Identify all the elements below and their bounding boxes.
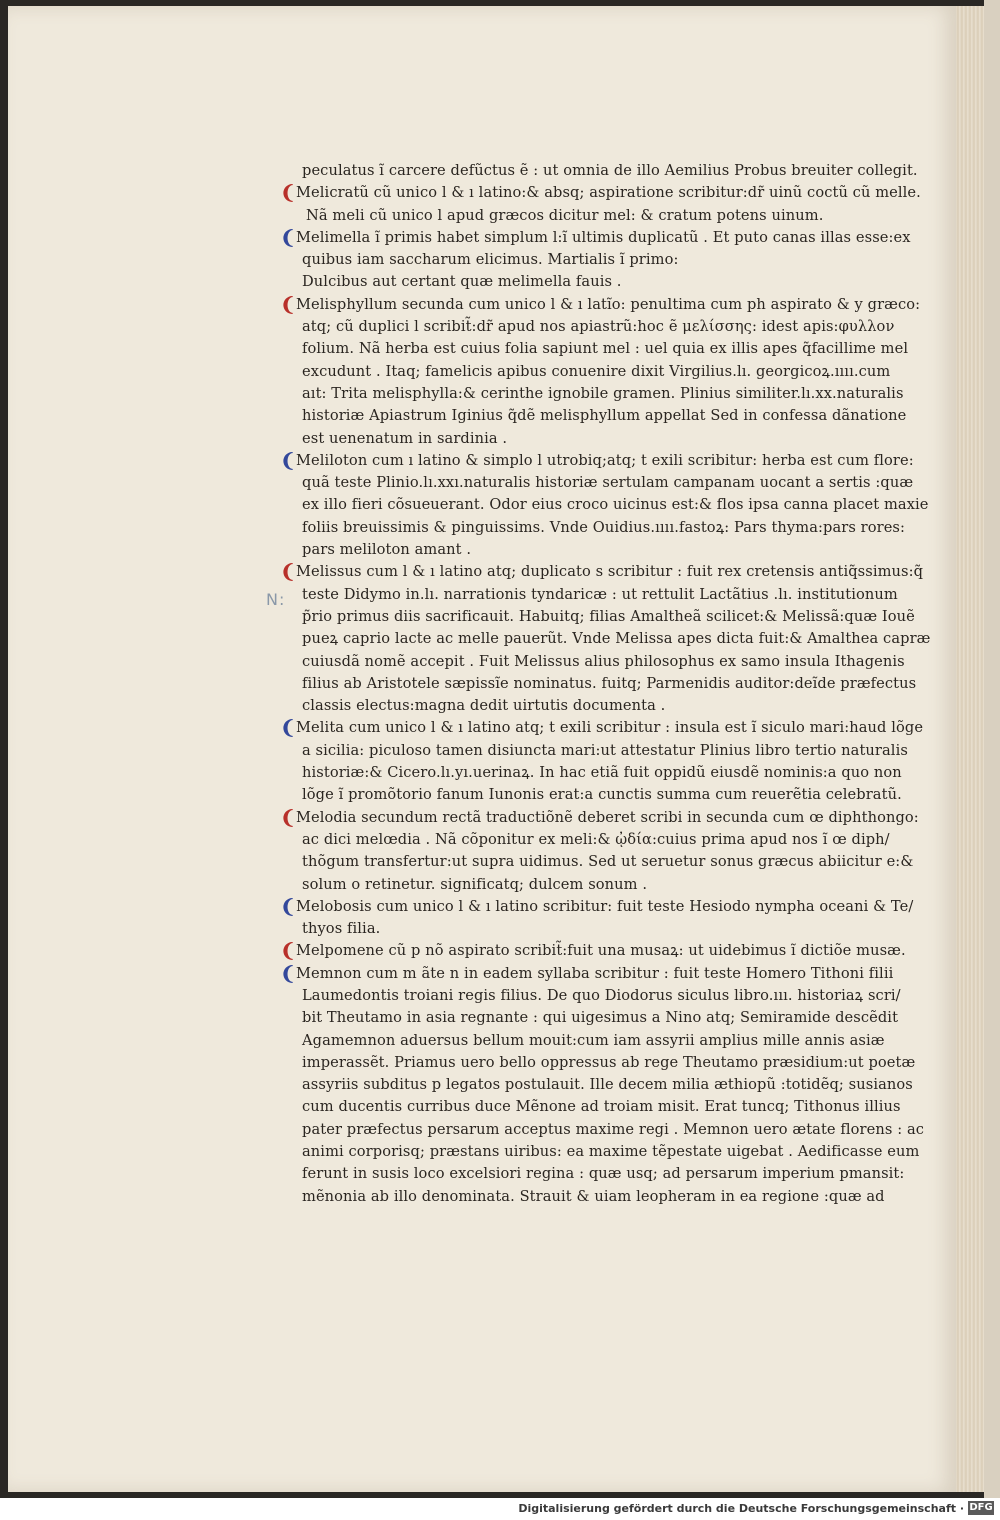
text-line — [280, 293, 921, 316]
paragraph-mark-icon: ❨ — [280, 182, 297, 205]
line-text: Laumedontis troiani regis filius. De quo Diodorus siculus libro.ııı. historiaꝝ scri/ — [302, 986, 901, 1004]
line-text: mẽnonia ab illo denominata. Strauit & uiam leopheram in ea regione :quæ ad — [302, 1187, 885, 1205]
text-line — [296, 918, 898, 940]
dfg-logo: DFG — [969, 1502, 993, 1513]
text-line — [296, 205, 898, 227]
text-line — [280, 940, 906, 963]
paragraph-mark-icon: ❨ — [280, 962, 297, 985]
line-text: cuiusdã nomẽ accepit . Fuit Melissus alius philosophus ex samo insula Ithagenis — [302, 652, 905, 670]
text-line — [296, 383, 904, 405]
line-text: Melpomene cũ p nõ aspirato scribit̃:fuit una musaꝝ: ut uidebimus ĩ dictiõe musæ. — [296, 942, 906, 960]
text-line — [296, 606, 915, 628]
text-line — [296, 1186, 898, 1208]
line-text: a sicilia: piculoso tamen disiuncta mari:ut attestatur Plinius libro tertio naturalis — [302, 741, 908, 759]
line-text: teste Didymo in.lı. narrationis tyndaricæ : ut rettulit Lactãtius .lı. institutionum — [302, 585, 898, 603]
line-text: Melimella ĩ primis habet simplum l:ĩ ultimis duplicatũ . Et puto canas illas esse:ex — [296, 228, 911, 246]
paragraph-mark-icon: ❨ — [280, 226, 297, 249]
line-text: aıt: Trita melisphylla:& cerinthe ignobile gramen. Plinius similiter.lı.xx.naturalis — [302, 384, 904, 402]
line-text: est uenenatum in sardinia . — [302, 429, 508, 447]
line-text: Agamemnon aduersus bellum mouit:cum iam assyrii amplius mille annis asiæ — [302, 1031, 885, 1049]
paragraph-mark-icon: ❨ — [280, 940, 297, 963]
line-text: quibus iam saccharum elicimus. Martialis ĩ primo: — [302, 251, 679, 269]
text-line — [296, 673, 917, 695]
line-text: thõgum transfertur:ut supra uidimus. Sed ut seruetur sonus græcus abiicitur e:& — [302, 853, 914, 871]
line-text: folium. Nã herba est cuius folia sapiunt mel : uel quia ex illis apes q̃facillime mel — [302, 340, 909, 358]
line-text: historiæ Apiastrum Iginius q̃dẽ melisphyllum appellat Sed in confessa dãnatione — [302, 407, 907, 425]
line-text: Nã meli cũ unico l apud græcos dicitur mel: & cratum potens uinum. — [306, 206, 824, 224]
text-line — [296, 784, 902, 806]
text-line — [296, 695, 898, 717]
text-line — [296, 1163, 905, 1185]
facing-page-edge — [984, 0, 1000, 1498]
text-line — [296, 851, 914, 873]
text-line — [296, 316, 898, 338]
text-line — [296, 740, 908, 762]
line-text: ferunt in susis loco excelsiori regina : quæ usq; ad persarum imperium pmansit: — [302, 1165, 905, 1183]
line-text: classis electus:magna dedit uirtutis documenta . — [302, 697, 666, 715]
line-text: atq; cũ duplici l scribit̃:dr̃ apud nos apiastrũ:hoc ẽ μελίσσης: idest apis:φυλλον — [302, 318, 895, 336]
text-line — [296, 829, 898, 851]
line-text: animi corporisq; præstans uiribus: ea maxime tẽpestate uigebat . Aedificasse eum — [302, 1143, 920, 1161]
text-line — [296, 405, 907, 427]
line-text: solum o retinetur. significatq; dulcem sonum . — [302, 875, 648, 893]
line-text: excudunt . Itaq; famelicis apibus conuenire dixit Virgilius.lı. georgicoꝝ.ıııı.cum — [302, 362, 891, 380]
text-line — [296, 874, 898, 896]
text-line — [296, 271, 898, 293]
text-line — [280, 717, 924, 740]
line-text: Melicratũ cũ unico l & ı latino:& absq; aspiratione scribitur:dr̃ uinũ coctũ cũ melle. — [296, 184, 921, 202]
line-text: Melisphyllum secunda cum unico l & ı latĩo: penultima cum ph aspirato & y græco: — [296, 295, 921, 313]
text-line — [296, 494, 929, 516]
line-text: peculatus ĩ carcere defũctus ẽ : ut omnia de illo Aemilius Probus breuiter collegit. — [302, 162, 918, 179]
line-text: p̃rio primus diis sacrificauit. Habuitq; filias Amaltheã scilicet:& Melissã:quæ Iouẽ — [302, 607, 915, 625]
line-text: thyos filia. — [302, 920, 381, 938]
line-text: cum ducentis curribus duce Mẽnone ad troiam misit. Erat tuncq; Tithonus illius — [302, 1098, 901, 1116]
line-text: Dulcibus aut certant quæ melimella fauis . — [302, 273, 622, 291]
line-text: ex illo fieri cõsueuerant. Odor eius croco uicinus est:& flos ipsa canna placet maxie — [302, 496, 929, 514]
line-text: ac dici melœdia . Nã cõponitur ex meli:& ᾠδία:cuius prima apud nos ĩ œ diph/ — [302, 830, 890, 848]
line-text: pater præfectus persarum acceptus maxime regi . Memnon uero ætate florens : ac — [302, 1120, 925, 1138]
text-line — [280, 561, 924, 584]
text-block — [280, 160, 931, 1208]
text-line — [296, 762, 902, 784]
footer — [0, 1498, 1000, 1520]
line-text: bit Theutamo in asia regnante : qui uigesimus a Nino atq; Semiramide descẽdit — [302, 1009, 899, 1027]
text-line — [296, 249, 898, 271]
text-line — [296, 338, 909, 360]
line-text: Melissus cum l & ı latino atq; duplicato s scribitur : fuit rex cretensis antiq̃ssimus:q̃ — [296, 563, 924, 581]
text-line — [296, 361, 898, 383]
line-text: quã teste Plinio.lı.xxı.naturalis historiæ sertulam campanam uocant a sertis :quæ — [302, 474, 914, 492]
text-line — [296, 428, 898, 450]
line-text: foliis breuissimis & pinguissims. Vnde Ouidius.ıııı.fastoꝝ: Pars thyma:pars rores: — [302, 518, 906, 536]
text-line — [280, 226, 911, 249]
text-line — [296, 1007, 898, 1029]
footer-credit: Digitalisierung gefördert durch die Deutsche Forschungsgemeinschaft · — [518, 1502, 964, 1515]
text-line — [296, 985, 901, 1007]
text-line — [296, 1052, 916, 1074]
line-text: Melobosis cum unico l & ı latino scribitur: fuit teste Hesiodo nympha oceani & Te/ — [296, 897, 914, 915]
line-text: Memnon cum m ãte n in eadem syllaba scribitur : fuit teste Homero Tithoni filii — [296, 964, 894, 982]
line-text: filius ab Aristotele sæpissĩe nominatus. fuitq; Parmenidis auditor:deĩde præfectus — [302, 674, 917, 692]
paragraph-mark-icon: ❨ — [280, 717, 297, 740]
line-text: pueꝝ caprio lacte ac melle pauerũt. Vnde Melissa apes dicta fuit:& Amalthea capræ — [302, 630, 931, 648]
text-line — [296, 472, 914, 494]
paragraph-mark-icon: ❨ — [280, 293, 297, 316]
line-text: Melita cum unico l & ı latino atq; t exili scribitur : insula est ĩ siculo mari:haud lõge — [296, 719, 924, 737]
text-line — [280, 806, 919, 829]
paragraph-mark-icon: ❨ — [280, 449, 297, 472]
line-text: Meliloton cum ı latino & simplo l utrobiq;atq; t exili scribitur: herba est cum flore: — [296, 451, 914, 469]
page-edges — [956, 6, 984, 1492]
text-line — [296, 517, 906, 539]
text-line — [296, 1141, 920, 1163]
text-line — [296, 1074, 913, 1096]
text-line — [280, 962, 898, 985]
text-line — [280, 895, 914, 918]
text-line — [296, 1096, 901, 1118]
paragraph-mark-icon: ❨ — [280, 895, 297, 918]
line-text: Melodia secundum rectã traductiõnẽ deberet scribi in secunda cum œ diphthongo: — [296, 808, 919, 826]
text-line — [296, 1030, 898, 1052]
line-text: historiæ:& Cicero.lı.yı.uerinaꝝ. In hac etiã fuit oppidũ eiusdẽ nominis:a quo non — [302, 764, 902, 782]
text-line — [296, 1119, 925, 1141]
paragraph-mark-icon: ❨ — [280, 561, 297, 584]
text-line — [296, 651, 905, 673]
line-text: assyriis subditus p legatos postulauit. Ille decem milia æthiopũ :totidẽq; susianos — [302, 1076, 913, 1094]
text-line — [296, 160, 918, 182]
line-text: lõge ĩ promõtorio fanum Iunonis erat:a cunctis summa cum reuerẽtia celebratũ. — [302, 786, 902, 804]
paragraph-mark-icon: ❨ — [280, 806, 297, 829]
line-text: pars meliloton amant . — [302, 541, 472, 559]
text-line — [296, 584, 898, 606]
text-line — [280, 182, 921, 205]
text-line — [296, 539, 898, 561]
margin-note: N: — [266, 590, 286, 609]
text-line — [296, 628, 931, 650]
text-line — [280, 449, 914, 472]
line-text: imperassẽt. Priamus uero bello oppressus ab rege Theutamo præsidium:ut poetæ — [302, 1053, 916, 1071]
